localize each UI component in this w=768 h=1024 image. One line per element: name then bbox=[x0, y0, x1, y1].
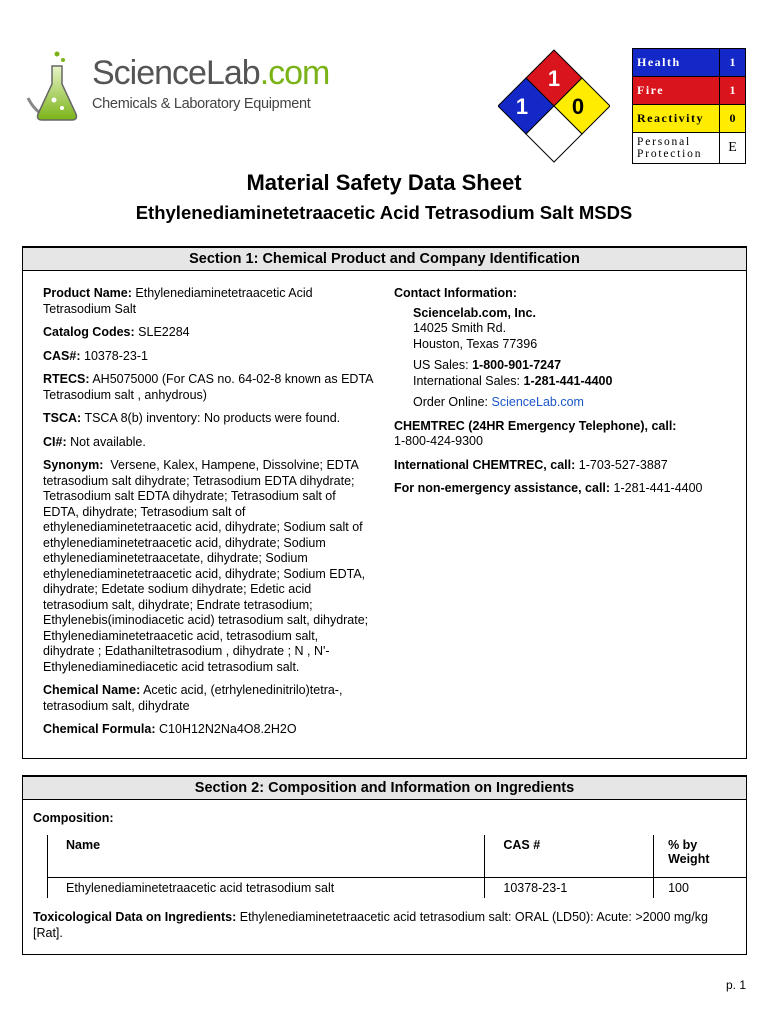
reactivity-value: 0 bbox=[720, 105, 746, 133]
address-line-2: Houston, Texas 77396 bbox=[413, 336, 538, 351]
nfpa-diamond bbox=[498, 48, 610, 164]
sciencelab-logo[interactable] bbox=[22, 48, 330, 130]
section-1-left-column bbox=[43, 286, 373, 738]
health-value: 1 bbox=[720, 49, 746, 77]
logo-tagline: Chemicals & Laboratory Equipment bbox=[92, 96, 311, 112]
intl-sales: International Sales: 1-281-441-4400 bbox=[413, 373, 613, 388]
cas-number: CAS#: 10378-23-1 bbox=[43, 348, 148, 363]
chemical-name: Chemical Name: Acetic acid, (etrhylenedinitrilo)tetra-, tetrasodium salt, dihydrate bbox=[43, 683, 343, 713]
ingredient-name: Ethylenediaminetetraacetic acid tetrasodium salt bbox=[48, 878, 485, 899]
toxicological-data: Toxicological Data on Ingredients: Ethylenediaminetetraacetic acid tetrasodium salt: ORAL (LD50): Acute: >2000 mg/kg [Rat]. bbox=[33, 910, 708, 940]
health-label: Health bbox=[633, 49, 720, 77]
nfpa-health-value: 1 bbox=[515, 94, 529, 119]
synonyms: Synonym: Versene, Kalex, Hampene, Dissolvine; EDTA tetrasodium salt dihydrate; Tetrasodium EDTA dihydrate; Tetrasodium salt EDTA dihydrate; Tetrasodium salt of EDTA, dihydrate; Tetrasodium salt of ethylenediaminetetraacetic acid, dihydrate; Sodium salt of ethylenediaminetetraacetic acid, dihydrate; Sodium ethylenediaminetetraacetate, dihydrate; Sodium ethylenediaminetetraacetic acid, dihydrate; Sodium EDTA, dihydrate; Edetate sodium dihydrate; Edetic acid tetrasodium salt, dihydrate; Endrate tetrasodium; Ethylenebis(iminodiacetic acid) tetrasodium salt, dihydrate; Ethylenediaminetetraacetic acid, tetrasodium salt, dihydrate ; Edathaniltetrasodium , dihydrate ; N , N'-Ethylenediaminediacetic acid tetrasodium salt. bbox=[43, 458, 369, 674]
section-1-right-column bbox=[394, 286, 734, 497]
table-row bbox=[48, 878, 748, 899]
fire-label: Fire bbox=[633, 77, 720, 105]
order-online-link[interactable]: ScienceLab.com bbox=[491, 395, 584, 409]
logo-wordmark: ScienceLab.com bbox=[92, 54, 330, 92]
tsca: TSCA: TSCA 8(b) inventory: No products were found. bbox=[43, 411, 341, 425]
section-2 bbox=[22, 775, 747, 955]
flask-icon bbox=[22, 48, 92, 130]
section-2-heading: Section 2: Composition and Information on Ingredients bbox=[23, 777, 746, 800]
reactivity-label: Reactivity bbox=[633, 105, 720, 133]
table-header-row bbox=[48, 835, 748, 878]
ingredient-weight: 100 bbox=[654, 878, 747, 899]
non-emergency: For non-emergency assistance, call: 1-281-441-4400 bbox=[394, 481, 703, 495]
column-header-name: Name bbox=[48, 835, 485, 878]
contact-block bbox=[394, 306, 734, 411]
composition-label: Composition: bbox=[33, 811, 114, 825]
protection-label: Personal Protection bbox=[633, 133, 720, 164]
column-header-weight: % by Weight bbox=[654, 835, 747, 878]
document-subtitle: Ethylenediaminetetraacetic Acid Tetrasodium Salt MSDS bbox=[135, 202, 633, 223]
chemical-formula: Chemical Formula: C10H12N2Na4O8.2H2O bbox=[43, 722, 297, 736]
ci-number: CI#: Not available. bbox=[43, 434, 146, 449]
document-title: Material Safety Data Sheet bbox=[246, 170, 522, 195]
protection-value: E bbox=[720, 133, 746, 164]
address-line-1: 14025 Smith Rd. bbox=[413, 321, 507, 335]
contact-label: Contact Information: bbox=[394, 286, 517, 300]
chemtrec: CHEMTREC (24HR Emergency Telephone), call: 1-800-424-9300 bbox=[394, 418, 677, 448]
rtecs: RTECS: AH5075000 (For CAS no. 64-02-8 known as EDTA Tetrasodium salt , anhydrous) bbox=[43, 372, 373, 402]
fire-value: 1 bbox=[720, 77, 746, 105]
nfpa-reactivity-value: 0 bbox=[571, 94, 585, 119]
nfpa-fire-value: 1 bbox=[547, 66, 561, 91]
company-name: Sciencelab.com, Inc. bbox=[413, 305, 536, 320]
section-1-heading: Section 1: Chemical Product and Company Identification bbox=[23, 248, 746, 271]
catalog-codes: Catalog Codes: SLE2284 bbox=[43, 325, 190, 339]
order-online: Order Online: ScienceLab.com bbox=[413, 395, 584, 409]
composition-table bbox=[47, 835, 747, 898]
ingredient-cas: 10378-23-1 bbox=[485, 878, 654, 899]
section-1 bbox=[22, 246, 747, 759]
product-name: Product Name: Ethylenediaminetetraacetic Acid Tetrasodium Salt bbox=[43, 286, 313, 316]
column-header-cas: CAS # bbox=[485, 835, 654, 878]
intl-chemtrec: International CHEMTREC, call: 1-703-527-3887 bbox=[394, 457, 668, 472]
hazard-rating-table bbox=[632, 48, 746, 164]
page-number: p. 1 bbox=[725, 978, 746, 992]
us-sales: US Sales: 1-800-901-7247 bbox=[413, 358, 562, 372]
